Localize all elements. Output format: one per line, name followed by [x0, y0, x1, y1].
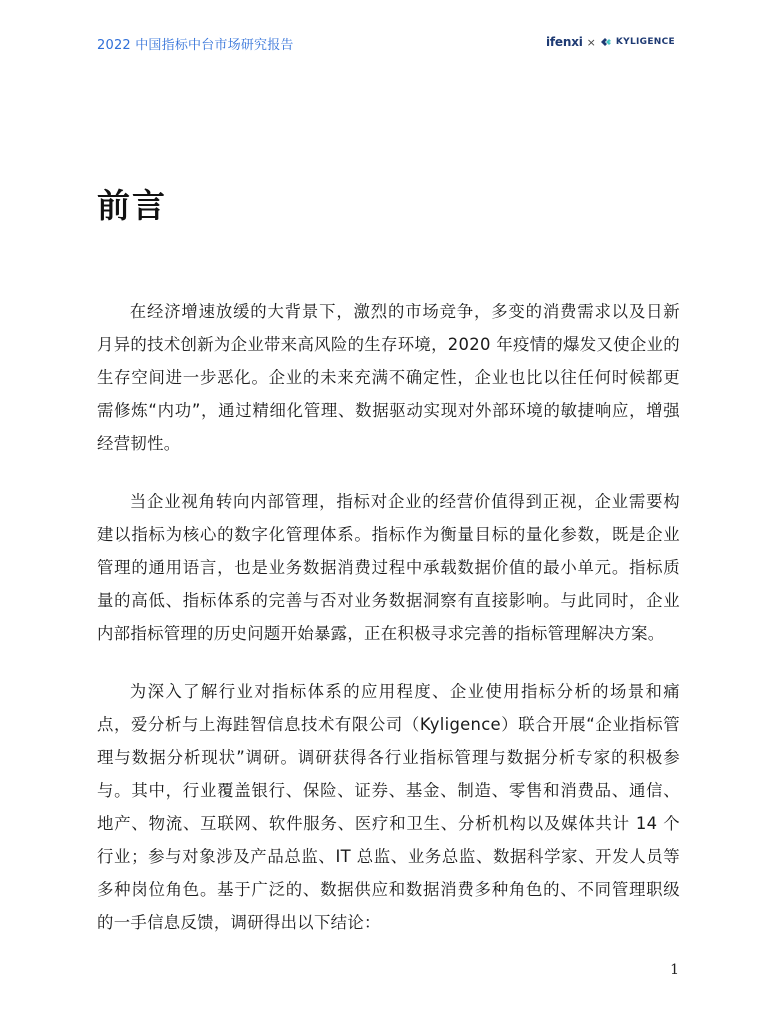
page-title: 前言 [97, 186, 167, 225]
page-header [97, 32, 675, 54]
kyligence-logo: KYLIGENCE [615, 37, 675, 47]
kyligence-mark-icon [600, 36, 612, 48]
ifenxi-logo: ifenxi [546, 35, 583, 49]
paragraph-3: 为深入了解行业对指标体系的应用程度、企业使用指标分析的场景和痛点，爱分析与上海跬智信息技术有限公司（Kyligence）联合开展“企业指标管理与数据分析现状”调研。调研获得各行业指标管理与数据分析专家的积极参与。其中，行业覆盖银行、保险、证券、基金、制造、零售和消费品、通信、地产、物流、互联网、软件服务、医疗和卫生、分析机构以及媒体共计 14 个行业；参与对象涉及产品总监、IT 总监、业务总监、数据科学家、开发人员等多种岗位角色。基于广泛的、数据供应和数据消费多种角色的、不同管理职级的一手信息反馈，调研得出以下结论： [97, 682, 680, 932]
preface-body [97, 295, 680, 964]
paragraph-2: 当企业视角转向内部管理，指标对企业的经营价值得到正视，企业需要构建以指标为核心的数字化管理体系。指标作为衡量目标的量化参数，既是企业管理的通用语言，也是业务数据消费过程中承载数据价值的最小单元。指标质量的高低、指标体系的完善与否对业务数据洞察有直接影响。与此同时，企业内部指标管理的历史问题开始暴露，正在积极寻求完善的指标管理解决方案。 [97, 492, 680, 643]
brand-logos [546, 35, 675, 49]
page-number: 1 [670, 962, 679, 978]
logo-separator: × [586, 35, 596, 49]
report-title: 2022 中国指标中台市场研究报告 [97, 38, 294, 53]
paragraph-1: 在经济增速放缓的大背景下，激烈的市场竞争，多变的消费需求以及日新月异的技术创新为企业带来高风险的生存环境，2020 年疫情的爆发又使企业的生存空间进一步恶化。企业的未来充满不确定性，企业也比以往任何时候都更需修炼“内功”，通过精细化管理、数据驱动实现对外部环境的敏捷响应，增强经营韧性。 [97, 302, 680, 453]
